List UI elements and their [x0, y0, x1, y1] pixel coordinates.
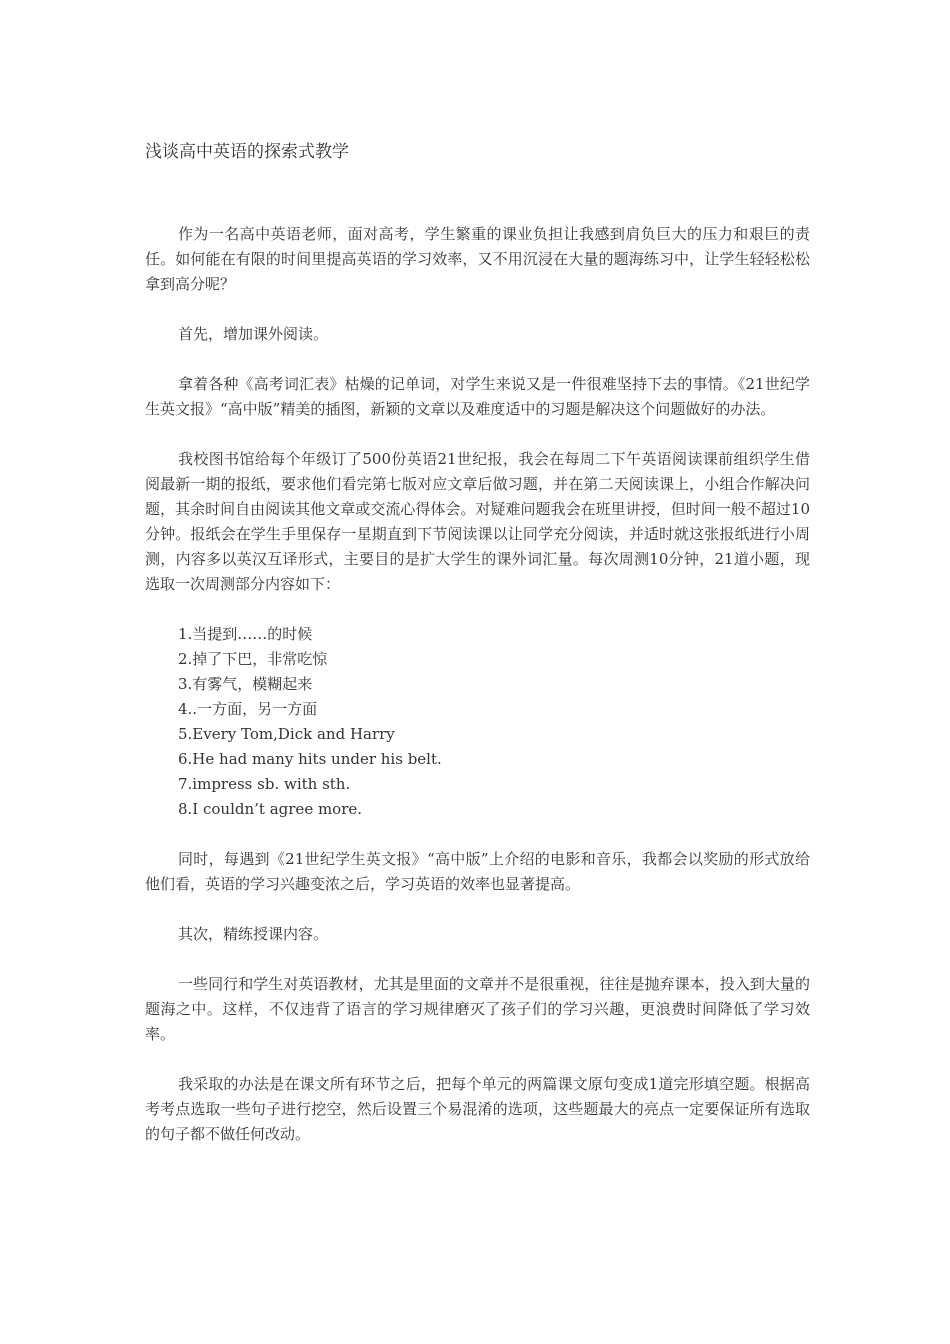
paragraph-textbook: 一些同行和学生对英语教材，尤其是里面的文章并不是很重视，往往是抛弃课本，投入到大量的题海之中。这样，不仅违背了语言的学习规律磨灭了孩子们的学习兴趣，更浪费时间降低了学习效率。	[145, 975, 810, 1043]
quiz-list	[145, 622, 810, 822]
paragraph-vocabulary: 拿着各种《高考词汇表》枯燥的记单词，对学生来说又是一件很难坚持下去的事情。《21世纪学生英文报》“高中版”精美的插图，新颖的文章以及难度适中的习题是解决这个问题做好的办法。	[145, 375, 810, 418]
document-title: 浅谈高中英语的探索式教学	[145, 142, 349, 162]
quiz-item: 3.有雾气，模糊起来	[178, 675, 313, 693]
paragraph-first-point: 首先，增加课外阅读。	[178, 325, 329, 343]
paragraph-movies: 同时，每遇到《21世纪学生英文报》“高中版”上介绍的电影和音乐，我都会以奖励的形式放给他们看，英语的学习兴趣变浓之后，学习英语的效率也显著提高。	[145, 850, 810, 893]
quiz-item: 1.当提到……的时候	[178, 625, 313, 643]
quiz-item: 7.impress sb. with sth.	[178, 775, 351, 793]
paragraph-cloze: 我采取的办法是在课文所有环节之后，把每个单元的两篇课文原句变成1道完形填空题。根据高考考点选取一些句子进行挖空，然后设置三个易混淆的选项，这些题最大的亮点一定要保证所有选取的句子都不做任何改动。	[145, 1075, 810, 1143]
paragraph-second-point: 其次，精练授课内容。	[178, 925, 329, 943]
quiz-item: 5.Every Tom,Dick and Harry	[178, 725, 395, 743]
quiz-item: 8.I couldn’t agree more.	[178, 800, 363, 818]
quiz-item: 2.掉了下巴，非常吃惊	[178, 650, 328, 668]
quiz-item: 4..一方面，另一方面	[178, 700, 318, 718]
paragraph-library: 我校图书馆给每个年级订了500份英语21世纪报，我会在每周二下午英语阅读课前组织学生借阅最新一期的报纸，要求他们看完第七版对应文章后做习题，并在第二天阅读课上，小组合作解决问题，其余时间自由阅读其他文章或交流心得体会。对疑难问题我会在班里讲授，但时间一般不超过10分钟。报纸会在学生手里保存一星期直到下节阅读课以让同学充分阅读，并适时就这张报纸进行小周测，内容多以英汉互译形式，主要目的是扩大学生的课外词汇量。每次周测10分钟，21道小题，现选取一次周测部分内容如下：	[145, 450, 810, 593]
paragraph-intro: 作为一名高中英语老师，面对高考，学生繁重的课业负担让我感到肩负巨大的压力和艰巨的责任。如何能在有限的时间里提高英语的学习效率，又不用沉浸在大量的题海练习中，让学生轻轻松松拿到高分呢？	[145, 225, 810, 293]
document-body	[145, 222, 810, 1172]
quiz-item: 6.He had many hits under his belt.	[178, 750, 442, 768]
